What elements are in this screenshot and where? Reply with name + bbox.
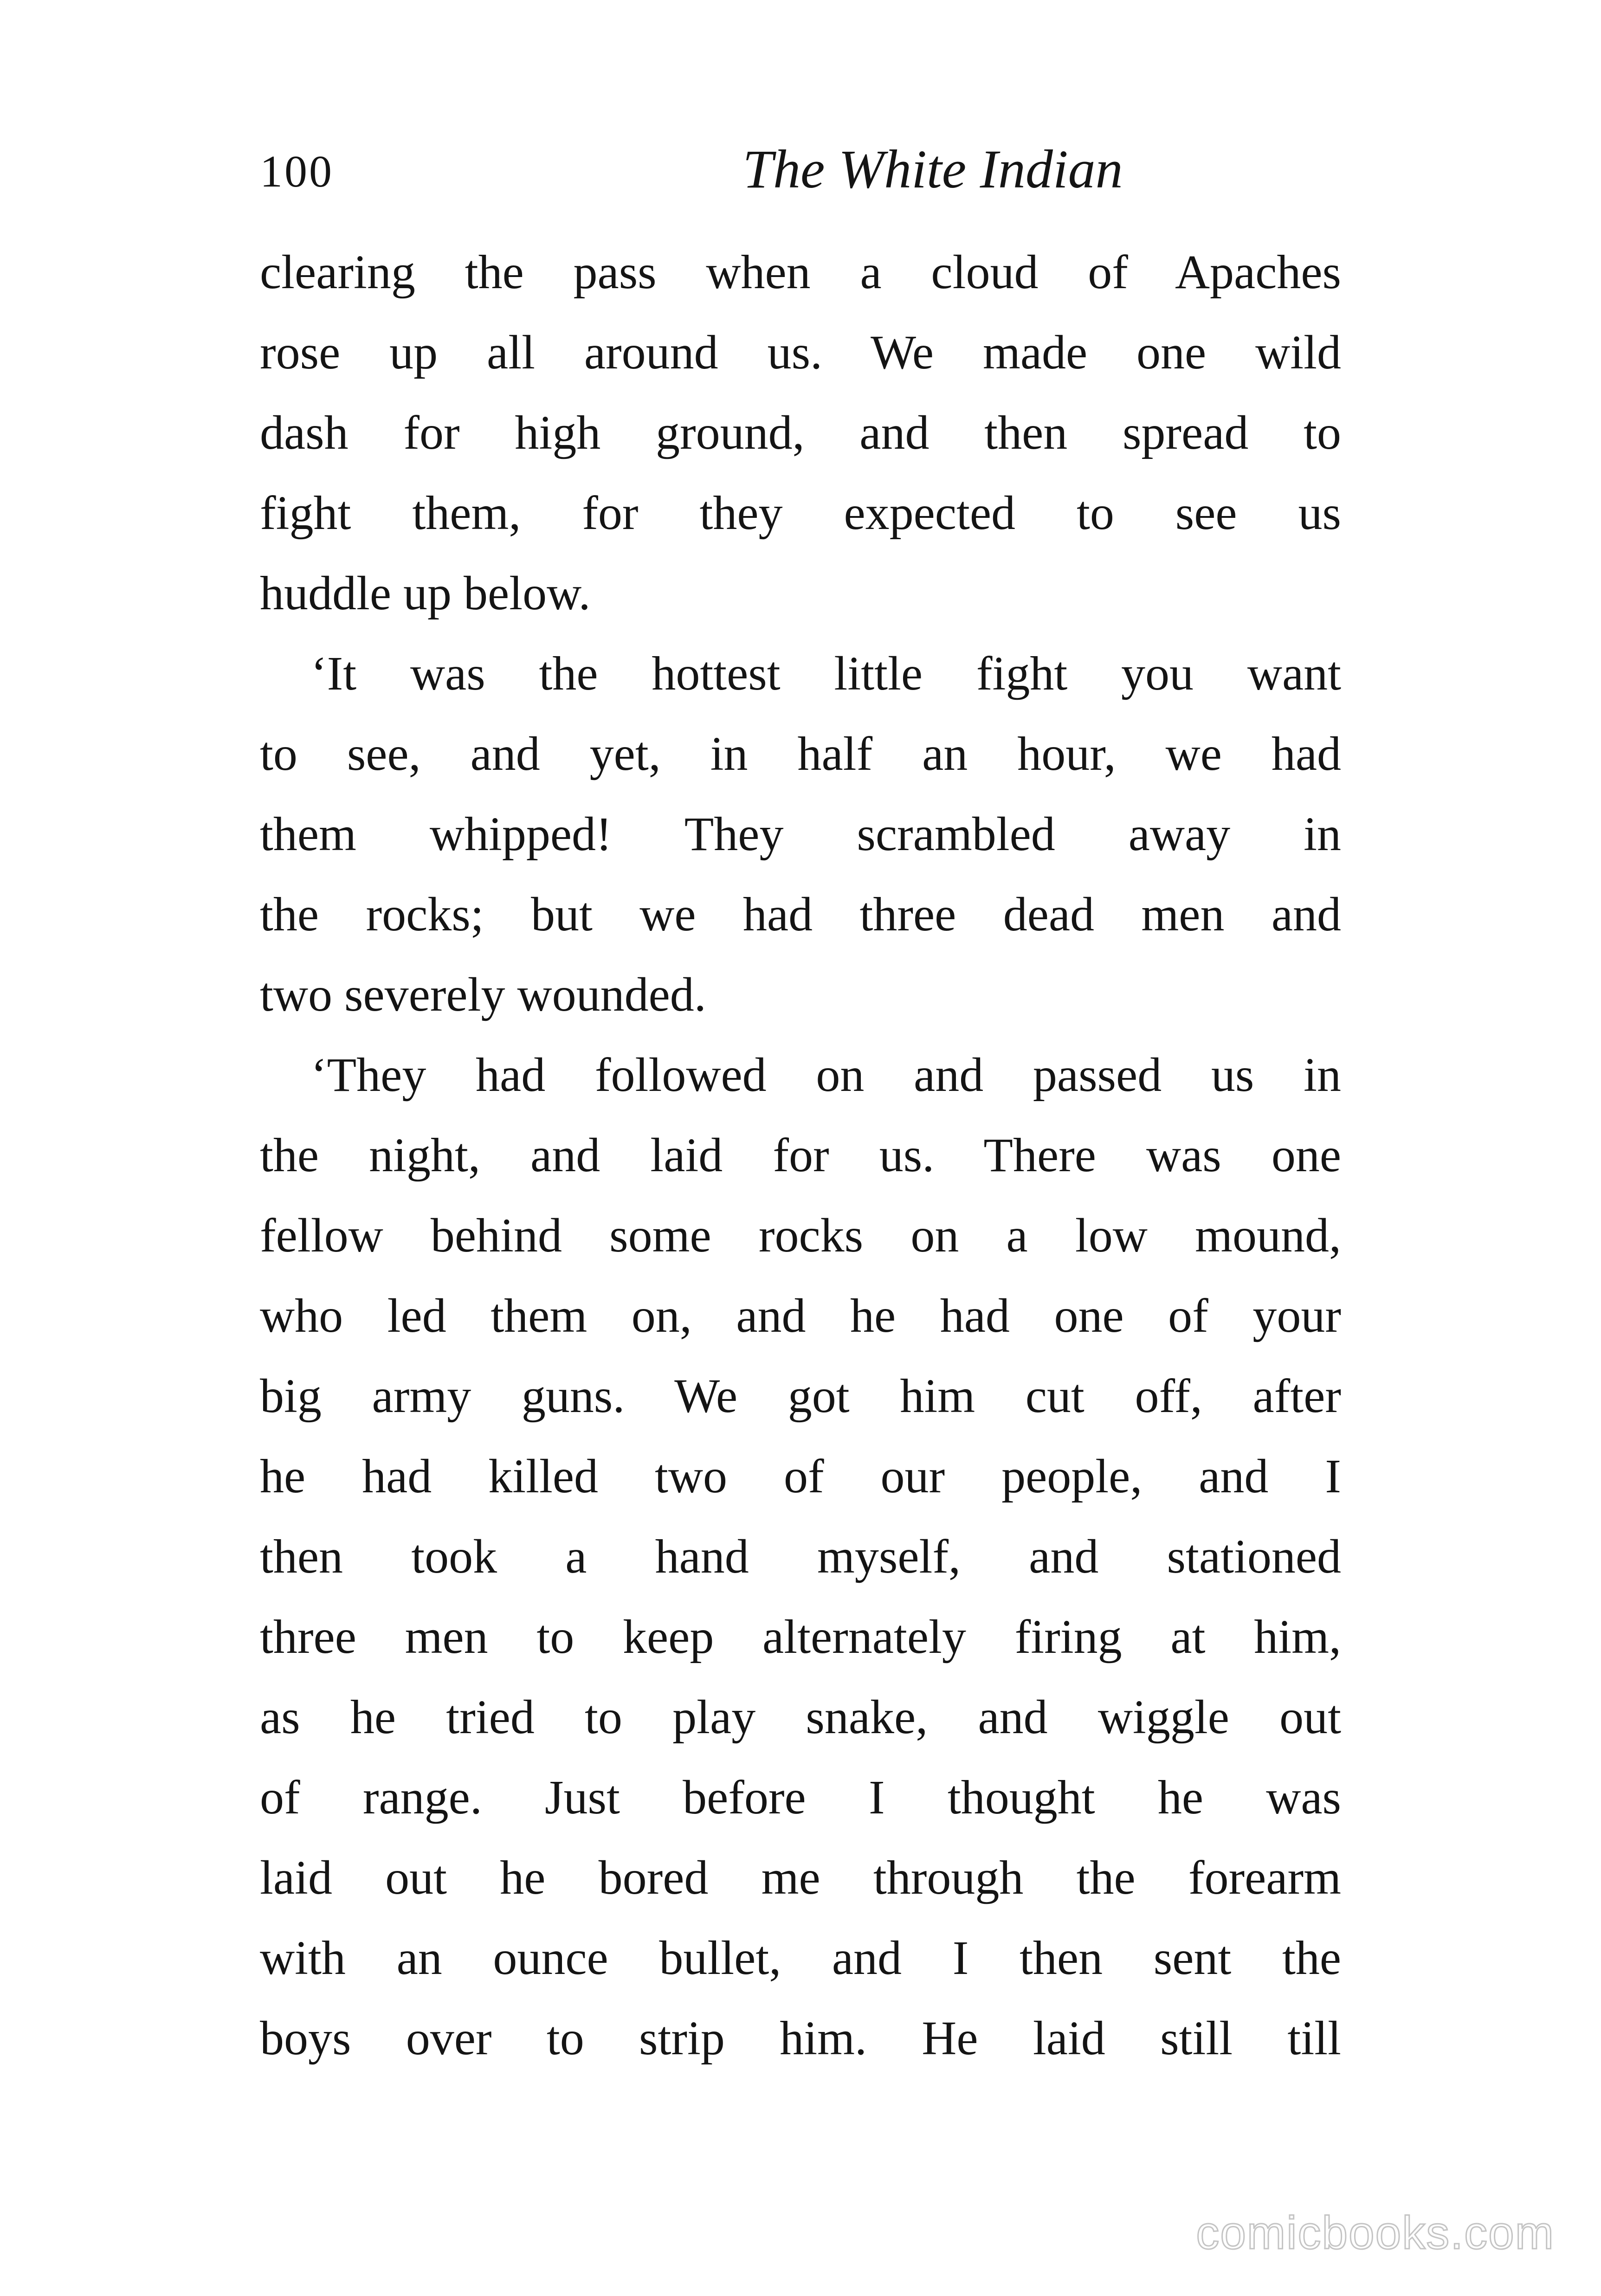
text-line: them whipped! They scrambled away in	[260, 807, 1341, 861]
running-title: The White Indian	[742, 139, 1123, 200]
text-line: who led them on, and he had one of your	[260, 1289, 1341, 1342]
text-line: then took a hand myself, and stationed	[260, 1530, 1341, 1583]
text-line: ‘It was the hottest little fight you want	[311, 647, 1341, 700]
text-line: of range. Just before I thought he was	[260, 1771, 1341, 1824]
paragraph-1	[260, 232, 1341, 633]
text-line: fellow behind some rocks on a low mound,	[260, 1209, 1341, 1262]
text-line: big army guns. We got him cut off, after	[260, 1369, 1341, 1423]
text-line: to see, and yet, in half an hour, we had	[260, 727, 1341, 780]
text-line: the night, and laid for us. There was one	[260, 1129, 1341, 1182]
paragraph-2	[260, 633, 1341, 1035]
text-line: three men to keep alternately firing at him,	[260, 1610, 1341, 1664]
text-line: clearing the pass when a cloud of Apaches	[260, 245, 1341, 299]
text-line: the rocks; but we had three dead men and	[260, 888, 1341, 941]
text-line: rose up all around us. We made one wild	[260, 326, 1341, 379]
text-line: boys over to strip him. He laid still till	[260, 2012, 1341, 2065]
paragraph-3	[260, 1035, 1341, 2078]
watermark-text: comicbooks.com	[1196, 2207, 1555, 2259]
body-text	[260, 232, 1341, 2078]
text-line: dash for high ground, and then spread to	[260, 406, 1341, 459]
text-line: he had killed two of our people, and I	[260, 1450, 1341, 1503]
text-line: fight them, for they expected to see us	[260, 486, 1341, 540]
page-number: 100	[260, 147, 334, 197]
text-line: as he tried to play snake, and wiggle out	[260, 1690, 1341, 1744]
text-line: ‘They had followed on and passed us in	[311, 1048, 1341, 1102]
page-header	[260, 139, 1350, 213]
text-line: laid out he bored me through the forearm	[260, 1851, 1341, 1904]
text-line: huddle up below.	[260, 567, 591, 620]
text-line: two severely wounded.	[260, 968, 706, 1021]
text-line: with an ounce bullet, and I then sent the	[260, 1931, 1341, 1985]
